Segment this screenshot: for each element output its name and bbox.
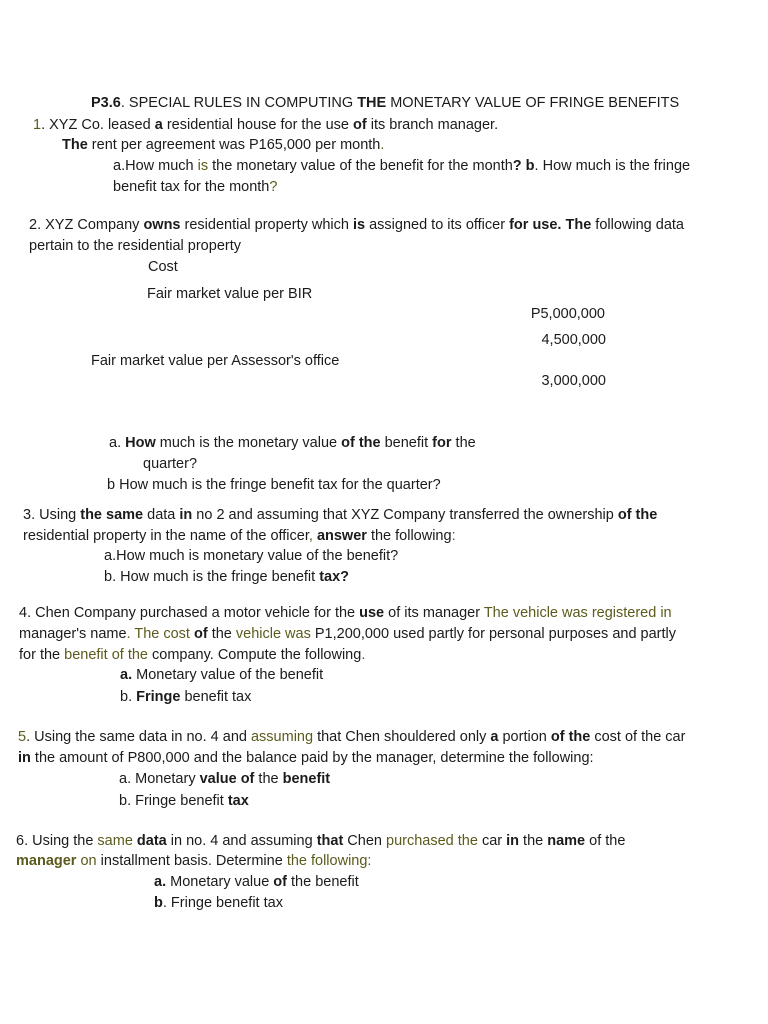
q3-sub-text: b. How much is the fringe benefit	[104, 569, 320, 585]
q2-sub-a-cont: quarter?	[143, 456, 198, 472]
q1-text-bold: a	[154, 117, 163, 133]
problem-number: P3.6	[91, 95, 121, 111]
q1-text: residential house for the use	[162, 117, 354, 133]
q5-number: 5	[18, 729, 27, 745]
q4-sub-text-bold: Fringe	[136, 689, 181, 705]
q6-text: of the	[585, 833, 626, 849]
q5-line-1	[18, 728, 685, 746]
q5-sub-a	[119, 770, 330, 788]
q2-sub-b: b How much is the fringe benefit tax for the quarter?	[107, 477, 441, 493]
q5-text: portion	[498, 729, 551, 745]
q6-sub-text-bold: a.	[154, 874, 167, 890]
q2-sub-text-bold: How	[125, 435, 156, 451]
q4-text: the	[207, 626, 236, 642]
q4-sub-b	[120, 688, 251, 706]
q3-text: the following	[366, 528, 452, 544]
q2-text: residential property which	[180, 217, 353, 233]
q4-text: The vehicle was registered in	[480, 605, 672, 621]
q6-text-bold: manager	[16, 853, 77, 869]
q5-text-bold: of the	[550, 729, 591, 745]
q4-sub-text: benefit tax	[180, 689, 252, 705]
q1-sub-text-bold: ?	[512, 158, 522, 174]
q3-text: residential property in the name of the officer	[23, 528, 309, 544]
q1-line-2	[62, 136, 384, 154]
q6-text: :	[367, 853, 372, 869]
q6-text-bold: in	[506, 833, 520, 849]
q5-sub-text: b. Fringe benefit	[119, 793, 228, 809]
q1-text: its branch manager.	[366, 117, 499, 133]
q2-sub-text: a.	[109, 435, 126, 451]
q6-text: same	[97, 833, 133, 849]
q5-sub-text: a. Monetary	[119, 771, 200, 787]
q3-sub-text-bold: tax?	[319, 569, 350, 585]
q3-sub-a: a.How much is monetary value of the benefit?	[104, 548, 399, 564]
q6-text: on	[76, 853, 97, 869]
q4-line-3	[19, 646, 365, 664]
q3-text-bold: in	[179, 507, 193, 523]
q6-text: purchased the	[386, 833, 478, 849]
q1-line-1	[33, 116, 498, 134]
q4-sub-text-bold: a.	[120, 667, 133, 683]
q5-text-bold: a	[490, 729, 499, 745]
q5-text: . Using the same data in no. 4 and	[26, 729, 251, 745]
q6-text: the following	[286, 853, 368, 869]
fmv-assessor-label: Fair market value per Assessor's office	[91, 353, 340, 369]
q3-text: ,	[308, 528, 317, 544]
q1-sub-a	[113, 157, 690, 175]
q1-text: rent per agreement was P165,000 per month	[87, 137, 381, 153]
q5-sub-text-bold: tax	[227, 793, 249, 809]
title-text: MONETARY VALUE OF FRINGE BENEFITS	[386, 95, 680, 111]
q3-text: :	[451, 528, 456, 544]
fmv-bir-value: 4,500,000	[541, 332, 606, 348]
q3-text: data	[143, 507, 180, 523]
q2-sub-text: benefit	[380, 435, 433, 451]
q6-sub-text: the benefit	[286, 874, 359, 890]
q4-text: P1,200,000 used partly for personal purposes and partly	[310, 626, 676, 642]
q1-sub-text: is	[197, 158, 209, 174]
q2-text-bold: for use. The	[509, 217, 592, 233]
q3-text: no 2 and assuming that XYZ Company transferred the ownership	[192, 507, 618, 523]
q4-line-2	[19, 625, 676, 643]
cost-value: P5,000,000	[530, 306, 605, 322]
q3-text: 3. Using	[23, 507, 81, 523]
q4-text: manager's name	[19, 626, 127, 642]
q1-text-bold: The	[62, 137, 88, 153]
q5-sub-text-bold: value of	[199, 771, 255, 787]
q2-line-2: pertain to the residential property	[29, 238, 241, 254]
q5-text: cost of the car	[590, 729, 686, 745]
q2-sub-text: much is the monetary value	[155, 435, 342, 451]
q6-text: in no. 4 and assuming	[166, 833, 317, 849]
q1-sub-a-cont	[113, 178, 277, 196]
q4-sub-a	[120, 666, 323, 684]
q6-text-bold: name	[547, 833, 586, 849]
q4-line-1	[19, 604, 672, 622]
q6-sub-text-bold: b	[154, 895, 163, 911]
q6-sub-text-bold: of	[273, 874, 287, 890]
fmv-bir-label: Fair market value per BIR	[147, 286, 313, 302]
q6-text: car	[477, 833, 507, 849]
q1-number: 1	[33, 117, 42, 133]
q1-sub-text: the monetary value of the benefit for the month	[208, 158, 513, 174]
q3-text-bold: of the	[617, 507, 658, 523]
q1-sub-text: . How much is the fringe	[534, 158, 691, 174]
q4-text: company. Compute the following	[147, 647, 362, 663]
q6-text-bold: data	[136, 833, 167, 849]
q4-sub-text: b.	[120, 689, 137, 705]
q3-sub-b	[104, 568, 349, 586]
q3-line-1	[23, 506, 657, 524]
q4-sub-text: Monetary value of the benefit	[132, 667, 324, 683]
cost-label: Cost	[148, 259, 178, 275]
page-title	[91, 94, 679, 112]
q6-text-bold: that	[316, 833, 344, 849]
q4-text: benefit of the	[64, 647, 148, 663]
q6-sub-b	[154, 894, 283, 912]
q2-text: assigned to its officer	[365, 217, 510, 233]
q2-sub-text-bold: for	[432, 435, 452, 451]
q5-line-2	[18, 749, 594, 767]
q1-sub-text-bold: b	[521, 158, 535, 174]
q3-text-bold: answer	[316, 528, 367, 544]
q5-text-bold: in	[18, 750, 31, 766]
q4-text-bold: use	[359, 605, 385, 621]
q5-sub-b	[119, 792, 249, 810]
q1-sub-text: a.How much	[113, 158, 198, 174]
q2-sub-text: the	[451, 435, 476, 451]
title-text-bold: THE	[357, 95, 387, 111]
q2-text: following data	[591, 217, 684, 233]
q6-sub-text: . Fringe benefit tax	[162, 895, 283, 911]
title-text: . SPECIAL RULES IN COMPUTING	[120, 95, 358, 111]
q6-sub-a	[154, 873, 359, 891]
q2-sub-a	[109, 434, 476, 452]
q4-text: vehicle was	[235, 626, 311, 642]
q1-sub-text: ?	[269, 179, 278, 195]
q1-text-bold: of	[353, 117, 367, 133]
q5-text: assuming	[250, 729, 314, 745]
q6-line-2	[16, 852, 371, 870]
q5-sub-text: the	[254, 771, 283, 787]
q6-line-1	[16, 832, 625, 850]
q3-line-2	[23, 527, 456, 545]
q5-text: the amount of P800,000 and the balance paid by the manager, determine the following:	[30, 750, 594, 766]
q6-text: the	[519, 833, 548, 849]
q4-text-bold: of	[193, 626, 208, 642]
q6-sub-text: Monetary value	[166, 874, 274, 890]
q4-text: of its manager	[384, 605, 481, 621]
q4-text: for the	[19, 647, 65, 663]
q5-text: that Chen shouldered only	[313, 729, 491, 745]
q5-sub-text-bold: benefit	[282, 771, 331, 787]
q1-sub-text: benefit tax for the month	[113, 179, 270, 195]
q3-text-bold: the same	[80, 507, 144, 523]
q2-text-bold: owns	[143, 217, 181, 233]
q1-text: .	[380, 137, 385, 153]
q2-sub-text-bold: of the	[341, 435, 381, 451]
fmv-assessor-value: 3,000,000	[541, 373, 606, 389]
q6-text: 6. Using the	[16, 833, 98, 849]
q4-text: 4. Chen Company purchased a motor vehicle for the	[19, 605, 360, 621]
q4-text: . The cost	[126, 626, 194, 642]
q2-text: 2. XYZ Company	[29, 217, 144, 233]
q4-text: .	[361, 647, 366, 663]
q6-text: installment basis. Determine	[96, 853, 287, 869]
q1-text: . XYZ Co. leased	[41, 117, 155, 133]
q2-text-bold: is	[352, 217, 366, 233]
q2-line-1	[29, 216, 684, 234]
q6-text: Chen	[343, 833, 387, 849]
